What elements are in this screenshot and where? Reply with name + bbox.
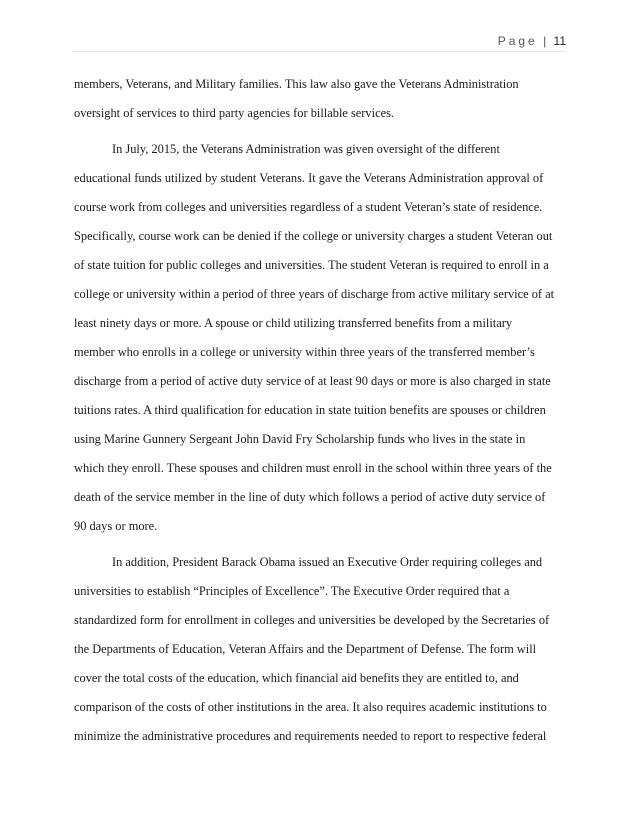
text-line: members, Veterans, and Military families. This law also gave the Veterans Administration	[74, 77, 519, 91]
text-line: cover the total costs of the education, which financial aid benefits they are entitled to, and	[74, 671, 519, 685]
paragraph-2	[74, 135, 568, 541]
text-line: course work from colleges and universities regardless of a student Veteran’s state of residence.	[74, 200, 543, 214]
text-line: 90 days or more.	[74, 519, 158, 533]
text-line: Specifically, course work can be denied if the college or university charges a student Veteran out	[74, 229, 553, 243]
body-text	[74, 70, 568, 751]
page-header	[498, 34, 566, 48]
text-line: least ninety days or more. A spouse or child utilizing transferred benefits from a military	[74, 316, 513, 330]
text-line: educational funds utilized by student Veterans. It gave the Veterans Administration approval of	[74, 171, 544, 185]
text-line: college or university within a period of three years of discharge from active military service of at	[74, 287, 555, 301]
text-line: In addition, President Barack Obama issued an Executive Order requiring colleges and	[112, 555, 543, 569]
text-line: In July, 2015, the Veterans Administration was given oversight of the different	[112, 142, 500, 156]
text-line: comparison of the costs of other institutions in the area. It also requires academic institutions to	[74, 700, 547, 714]
header-rule	[72, 51, 566, 52]
paragraph-1	[74, 70, 568, 128]
text-line: member who enrolls in a college or university within three years of the transferred member’s	[74, 345, 535, 359]
page-label: Page	[497, 34, 538, 48]
text-line: using Marine Gunnery Sergeant John David Fry Scholarship funds who lives in the state in	[74, 432, 526, 446]
text-line: universities to establish “Principles of Excellence”. The Executive Order required that a	[74, 584, 510, 598]
text-line: minimize the administrative procedures and requirements needed to report to respective federal	[74, 729, 547, 743]
text-line: death of the service member in the line of duty which follows a period of active duty service of	[74, 490, 546, 504]
text-line: discharge from a period of active duty service of at least 90 days or more is also charged in state	[74, 374, 551, 388]
paragraph-3	[74, 548, 568, 751]
text-line: standardized form for enrollment in colleges and universities be developed by the Secretaries of	[74, 613, 550, 627]
text-line: oversight of services to third party agencies for billable services.	[74, 106, 394, 120]
text-line: of state tuition for public colleges and universities. The student Veteran is required to enroll in a	[74, 258, 549, 272]
page-number: 11	[553, 34, 566, 48]
header-separator: |	[543, 34, 547, 48]
text-line: the Departments of Education, Veteran Affairs and the Department of Defense. The form will	[74, 642, 537, 656]
text-line: which they enroll. These spouses and children must enroll in the school within three years of the	[74, 461, 552, 475]
text-line: tuitions rates. A third qualification for education in state tuition benefits are spouses or children	[74, 403, 546, 417]
